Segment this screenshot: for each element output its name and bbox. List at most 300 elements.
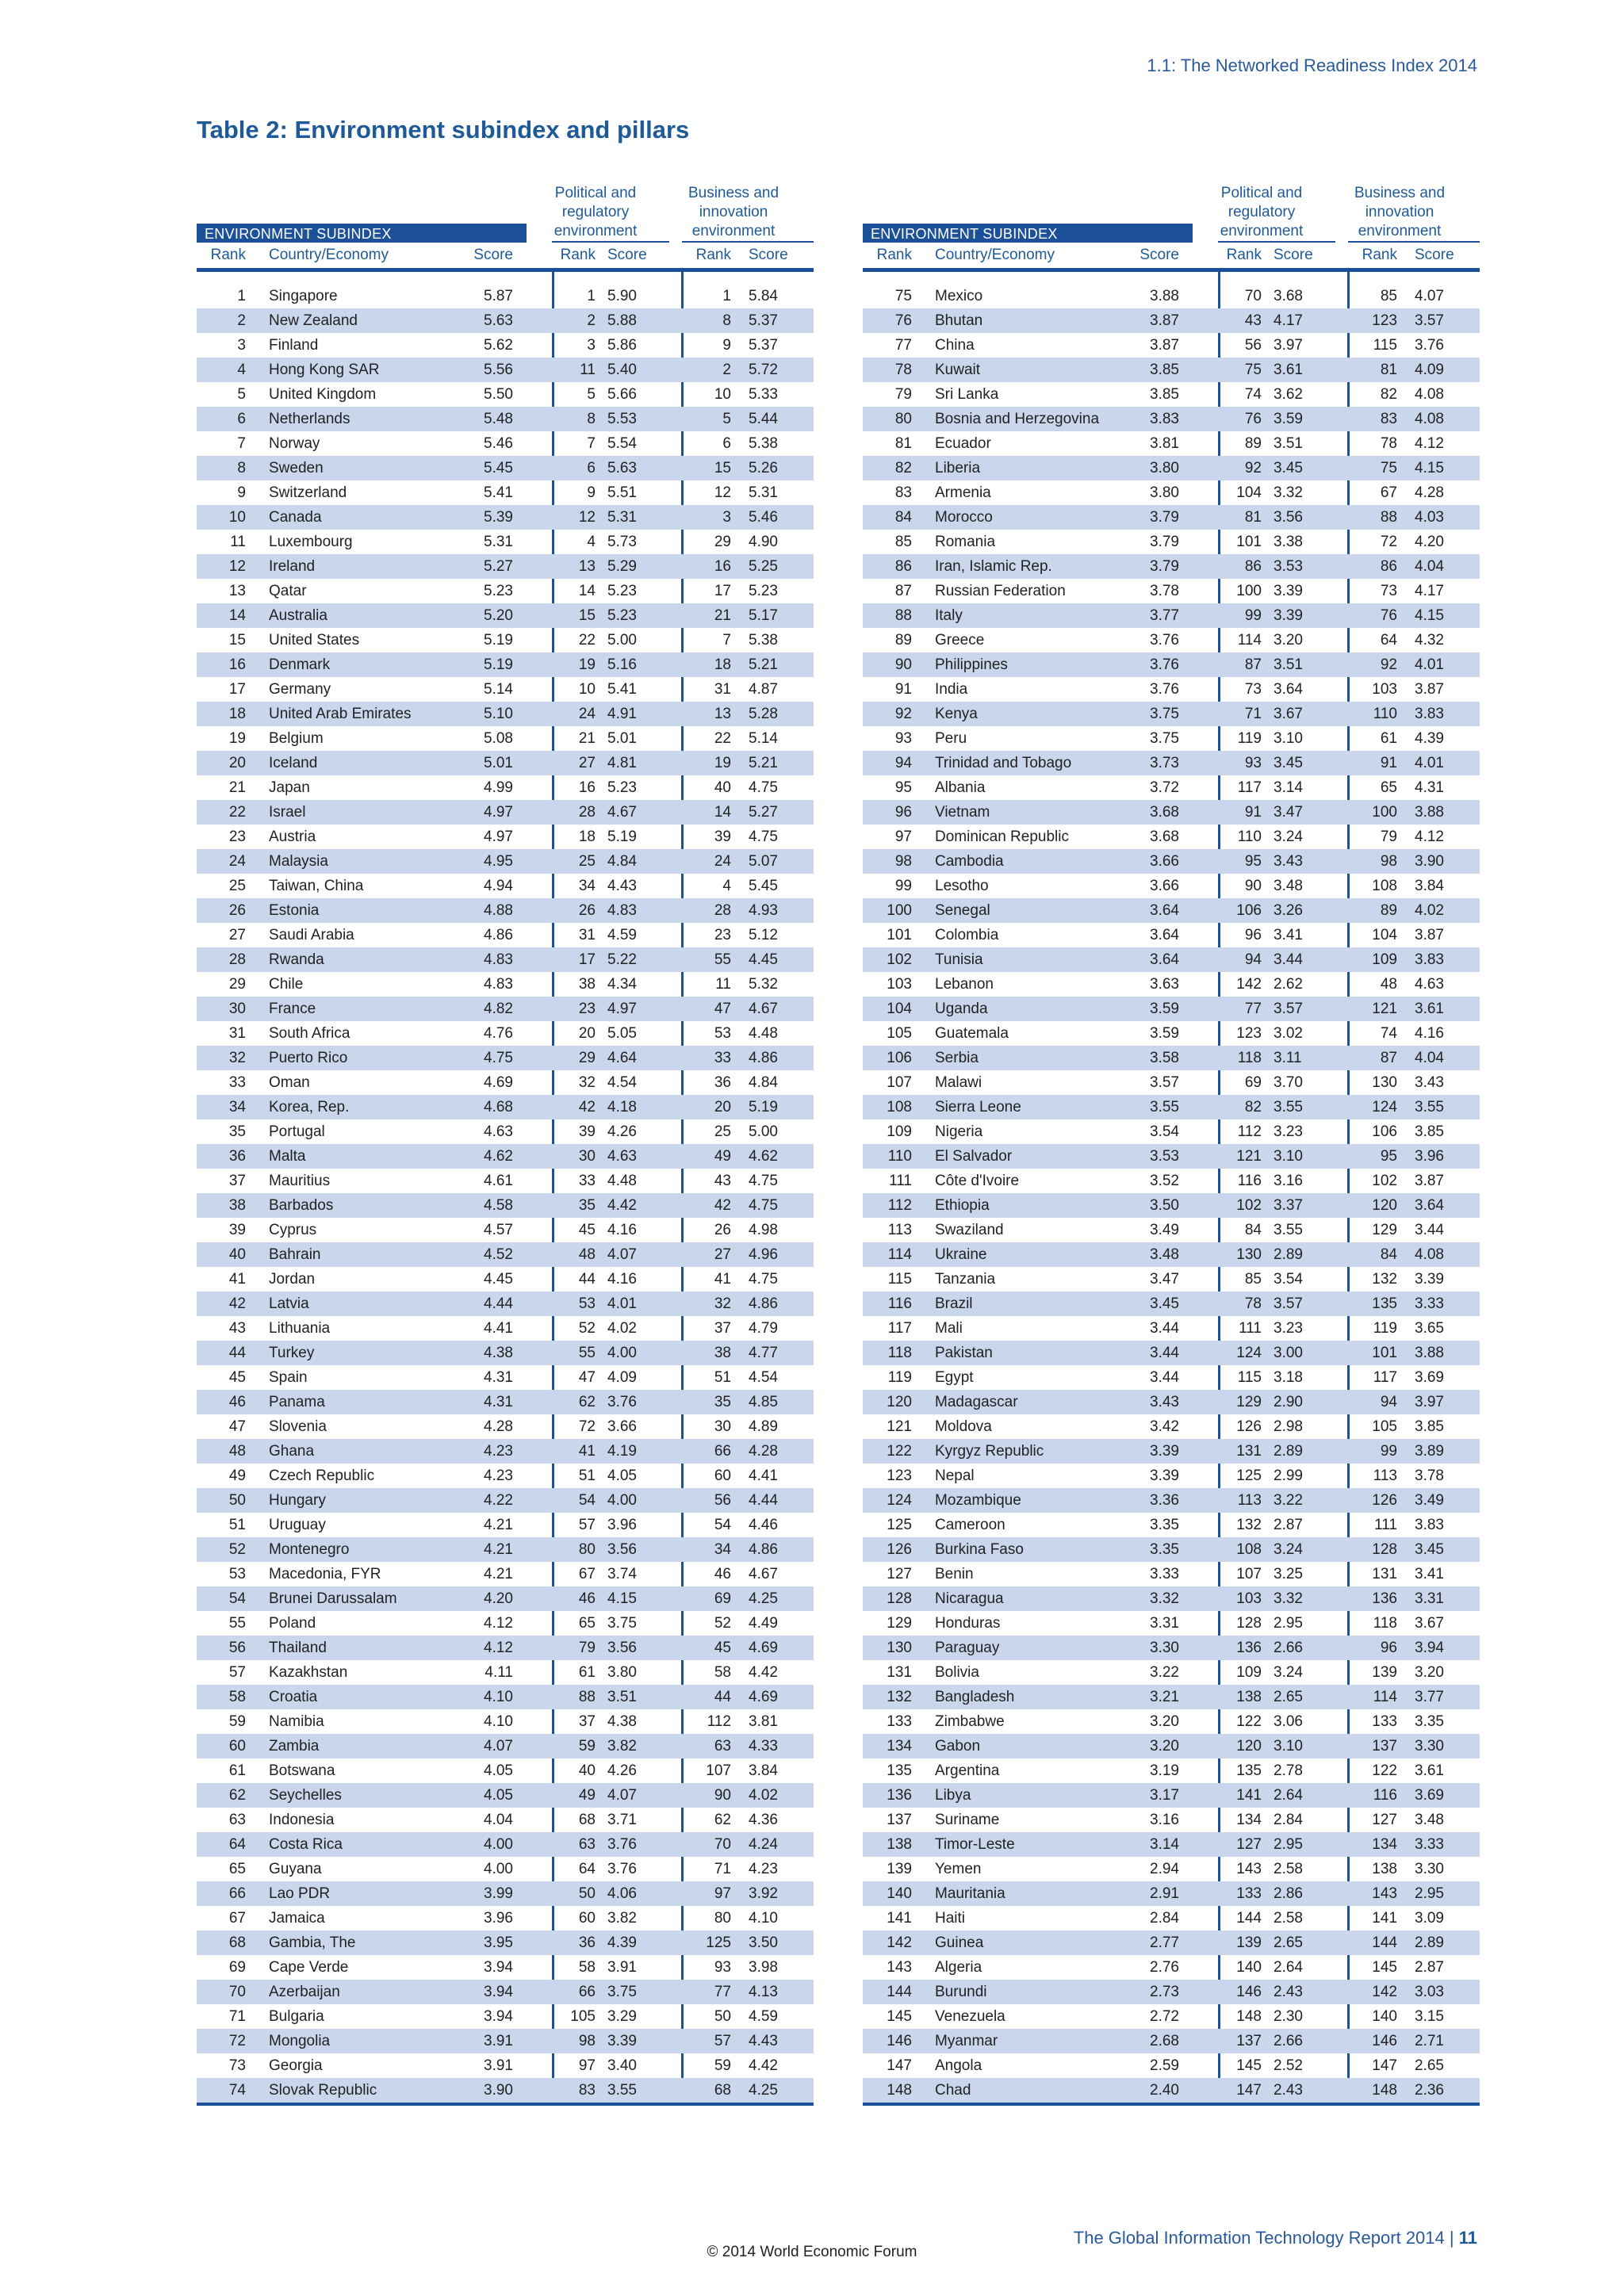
row-score: 4.11 xyxy=(485,1664,513,1681)
row-country: Mexico xyxy=(935,288,983,304)
row-pillar1-rank: 90 xyxy=(1244,878,1262,894)
row-pillar2-rank: 148 xyxy=(1372,2082,1397,2099)
row-pillar2-rank: 97 xyxy=(714,1885,731,1902)
group-header xyxy=(197,179,814,241)
row-pillar2-rank: 89 xyxy=(1380,902,1397,919)
table-row xyxy=(197,677,814,702)
row-pillar2-score: 4.45 xyxy=(749,951,778,968)
row-score: 3.53 xyxy=(1150,1148,1179,1165)
table-row xyxy=(197,333,814,358)
row-pillar1-score: 5.22 xyxy=(607,951,637,968)
table-row xyxy=(197,1242,814,1267)
row-rank: 8 xyxy=(237,460,246,476)
row-pillar2-score: 3.43 xyxy=(1415,1074,1444,1091)
table-row xyxy=(197,1292,814,1316)
table-row xyxy=(197,1537,814,1562)
row-pillar2-score: 4.86 xyxy=(749,1050,778,1066)
row-pillar2-rank: 30 xyxy=(714,1418,731,1435)
row-pillar2-score: 4.08 xyxy=(1415,386,1444,403)
row-rank: 92 xyxy=(894,706,912,722)
row-pillar2-score: 4.67 xyxy=(749,1001,778,1017)
row-rank: 100 xyxy=(887,902,912,919)
row-score: 3.73 xyxy=(1150,755,1179,771)
row-pillar2-score: 4.89 xyxy=(749,1418,778,1435)
row-score: 5.10 xyxy=(484,706,513,722)
row-pillar1-rank: 64 xyxy=(578,1861,596,1877)
row-pillar1-rank: 140 xyxy=(1236,1959,1262,1976)
row-score: 3.39 xyxy=(1150,1443,1179,1460)
row-pillar1-score: 3.37 xyxy=(1274,1197,1303,1214)
row-score: 2.73 xyxy=(1150,1984,1179,2000)
row-country: United Kingdom xyxy=(269,386,377,403)
row-rank: 54 xyxy=(228,1590,246,1607)
row-score: 4.10 xyxy=(484,1713,513,1730)
row-pillar2-score: 4.96 xyxy=(749,1246,778,1263)
table-row xyxy=(197,874,814,898)
row-country: Mauritania xyxy=(935,1885,1005,1902)
row-pillar2-rank: 2 xyxy=(722,362,731,378)
table-row xyxy=(863,382,1480,407)
row-pillar1-score: 3.10 xyxy=(1274,1738,1303,1755)
row-score: 5.50 xyxy=(484,386,513,403)
row-pillar1-rank: 97 xyxy=(578,2057,596,2074)
row-pillar1-score: 3.76 xyxy=(607,1861,637,1877)
row-rank: 96 xyxy=(894,804,912,821)
row-score: 4.23 xyxy=(484,1443,513,1460)
row-pillar2-rank: 26 xyxy=(714,1222,731,1238)
row-pillar2-score: 3.89 xyxy=(1415,1443,1444,1460)
table-row xyxy=(197,1783,814,1808)
row-score: 3.30 xyxy=(1150,1640,1179,1656)
row-score: 5.56 xyxy=(484,362,513,378)
row-rank: 9 xyxy=(237,484,246,501)
row-pillar1-rank: 110 xyxy=(1237,828,1262,845)
row-pillar2-rank: 75 xyxy=(1380,460,1397,476)
row-pillar2-rank: 6 xyxy=(722,435,731,452)
row-pillar1-rank: 48 xyxy=(578,1246,596,1263)
table-row xyxy=(863,2053,1480,2078)
row-score: 5.46 xyxy=(484,435,513,452)
row-pillar2-score: 4.07 xyxy=(1415,288,1444,304)
col-country: Country/Economy xyxy=(935,247,1055,263)
row-pillar2-rank: 130 xyxy=(1372,1074,1397,1091)
row-pillar2-score: 3.87 xyxy=(1415,1173,1444,1189)
row-pillar1-rank: 36 xyxy=(578,1934,596,1951)
row-pillar1-rank: 107 xyxy=(1236,1566,1262,1582)
row-pillar2-rank: 127 xyxy=(1372,1812,1397,1828)
table-row xyxy=(197,1931,814,1955)
row-rank: 110 xyxy=(887,1148,912,1165)
row-pillar1-rank: 76 xyxy=(1244,411,1262,427)
row-country: Iceland xyxy=(269,755,318,771)
row-country: Slovenia xyxy=(269,1418,327,1435)
row-pillar1-score: 3.75 xyxy=(607,1615,637,1632)
row-pillar1-rank: 100 xyxy=(1236,583,1262,599)
row-pillar1-rank: 72 xyxy=(578,1418,596,1435)
row-pillar2-score: 3.87 xyxy=(1415,927,1444,943)
row-pillar2-rank: 10 xyxy=(714,386,731,403)
row-pillar2-score: 4.15 xyxy=(1415,607,1444,624)
row-pillar1-rank: 79 xyxy=(578,1640,596,1656)
row-rank: 67 xyxy=(228,1910,246,1927)
row-pillar2-score: 4.09 xyxy=(1415,362,1444,378)
row-pillar2-rank: 51 xyxy=(714,1369,731,1386)
row-score: 4.86 xyxy=(484,927,513,943)
row-pillar2-rank: 39 xyxy=(714,828,731,845)
row-pillar2-score: 5.25 xyxy=(749,558,778,575)
row-rank: 64 xyxy=(228,1836,246,1853)
row-pillar1-score: 3.82 xyxy=(607,1910,637,1927)
row-country: Brunei Darussalam xyxy=(269,1590,397,1607)
table-row xyxy=(197,554,814,579)
row-pillar2-rank: 117 xyxy=(1373,1369,1397,1386)
row-score: 3.80 xyxy=(1150,460,1179,476)
table-body-right xyxy=(863,272,1480,2103)
row-pillar1-rank: 113 xyxy=(1237,1492,1262,1509)
row-rank: 66 xyxy=(228,1885,246,1902)
row-score: 3.19 xyxy=(1150,1762,1179,1779)
row-pillar1-rank: 148 xyxy=(1236,2008,1262,2025)
row-score: 5.31 xyxy=(484,534,513,550)
row-pillar2-rank: 68 xyxy=(714,2082,731,2099)
table-row xyxy=(197,1341,814,1365)
table-row xyxy=(863,1242,1480,1267)
row-pillar2-rank: 125 xyxy=(706,1934,731,1951)
row-score: 3.31 xyxy=(1150,1615,1179,1632)
row-pillar2-score: 4.13 xyxy=(749,1984,778,2000)
row-pillar2-score: 2.36 xyxy=(1415,2082,1444,2099)
row-rank: 65 xyxy=(228,1861,246,1877)
row-pillar1-score: 2.89 xyxy=(1274,1443,1303,1460)
row-country: Yemen xyxy=(935,1861,982,1877)
row-pillar1-score: 3.24 xyxy=(1274,828,1303,845)
row-pillar1-score: 5.31 xyxy=(607,509,637,526)
row-country: Mongolia xyxy=(269,2033,331,2049)
row-pillar1-rank: 86 xyxy=(1244,558,1262,575)
table-row xyxy=(197,2053,814,2078)
row-pillar2-rank: 103 xyxy=(1372,681,1397,698)
row-pillar1-rank: 45 xyxy=(578,1222,596,1238)
row-pillar2-rank: 12 xyxy=(714,484,731,501)
row-pillar1-score: 3.29 xyxy=(607,2008,637,2025)
table-row xyxy=(863,1292,1480,1316)
row-pillar1-score: 3.96 xyxy=(607,1517,637,1533)
row-pillar2-rank: 53 xyxy=(714,1025,731,1042)
row-pillar1-score: 3.26 xyxy=(1274,902,1303,919)
row-score: 2.72 xyxy=(1150,2008,1179,2025)
row-pillar2-rank: 142 xyxy=(1372,1984,1397,2000)
row-pillar1-rank: 101 xyxy=(1236,534,1262,550)
row-pillar1-score: 3.24 xyxy=(1274,1664,1303,1681)
row-country: Swaziland xyxy=(935,1222,1004,1238)
table-row xyxy=(197,407,814,431)
row-rank: 21 xyxy=(228,779,246,796)
row-pillar1-rank: 62 xyxy=(578,1394,596,1410)
row-pillar1-score: 4.06 xyxy=(607,1885,637,1902)
row-pillar1-score: 3.24 xyxy=(1274,1541,1303,1558)
row-score: 3.35 xyxy=(1150,1517,1179,1533)
row-rank: 85 xyxy=(894,534,912,550)
row-pillar1-rank: 128 xyxy=(1236,1615,1262,1632)
row-pillar2-rank: 4 xyxy=(722,878,731,894)
row-rank: 131 xyxy=(887,1664,912,1681)
row-pillar1-score: 3.57 xyxy=(1274,1001,1303,1017)
row-score: 3.66 xyxy=(1150,878,1179,894)
row-rank: 16 xyxy=(228,656,246,673)
row-pillar2-rank: 122 xyxy=(1372,1762,1397,1779)
row-rank: 18 xyxy=(228,706,246,722)
column-headers xyxy=(863,241,1480,272)
row-rank: 101 xyxy=(887,927,912,943)
row-pillar1-rank: 60 xyxy=(578,1910,596,1927)
row-score: 3.75 xyxy=(1150,730,1179,747)
row-pillar2-score: 4.75 xyxy=(749,1173,778,1189)
row-country: Serbia xyxy=(935,1050,979,1066)
table-row xyxy=(197,1365,814,1390)
row-rank: 25 xyxy=(228,878,246,894)
row-pillar2-rank: 100 xyxy=(1372,804,1397,821)
row-pillar1-score: 3.54 xyxy=(1274,1271,1303,1288)
row-country: Zambia xyxy=(269,1738,320,1755)
row-rank: 38 xyxy=(228,1197,246,1214)
row-pillar2-rank: 47 xyxy=(714,1001,731,1017)
row-score: 4.21 xyxy=(484,1541,513,1558)
row-score: 4.45 xyxy=(484,1271,513,1288)
row-rank: 29 xyxy=(228,976,246,993)
row-pillar1-score: 3.32 xyxy=(1274,484,1303,501)
row-country: France xyxy=(269,1001,316,1017)
row-country: Turkey xyxy=(269,1345,315,1361)
table-row xyxy=(863,1193,1480,1218)
row-pillar1-rank: 51 xyxy=(578,1468,596,1484)
row-score: 4.76 xyxy=(484,1025,513,1042)
row-score: 3.54 xyxy=(1150,1123,1179,1140)
row-pillar2-rank: 25 xyxy=(714,1123,731,1140)
row-pillar1-rank: 118 xyxy=(1237,1050,1262,1066)
env-subindex-label: ENVIRONMENT SUBINDEX xyxy=(197,224,527,243)
row-pillar2-rank: 82 xyxy=(1380,386,1397,403)
row-score: 3.95 xyxy=(484,1934,513,1951)
row-pillar2-score: 3.81 xyxy=(749,1713,778,1730)
row-score: 3.77 xyxy=(1150,607,1179,624)
table-row xyxy=(863,825,1480,849)
row-score: 3.68 xyxy=(1150,828,1179,845)
row-score: 5.20 xyxy=(484,607,513,624)
row-pillar2-score: 4.42 xyxy=(749,2057,778,2074)
row-pillar2-rank: 108 xyxy=(1372,878,1397,894)
table-row xyxy=(197,947,814,972)
row-pillar1-rank: 144 xyxy=(1236,1910,1262,1927)
row-pillar2-score: 5.38 xyxy=(749,632,778,649)
row-pillar1-score: 3.80 xyxy=(607,1664,637,1681)
row-score: 5.48 xyxy=(484,411,513,427)
row-score: 4.21 xyxy=(484,1517,513,1533)
row-score: 3.64 xyxy=(1150,902,1179,919)
row-pillar1-score: 3.10 xyxy=(1274,730,1303,747)
row-pillar1-score: 3.64 xyxy=(1274,681,1303,698)
row-rank: 88 xyxy=(894,607,912,624)
row-rank: 11 xyxy=(230,534,246,550)
row-score: 4.38 xyxy=(484,1345,513,1361)
table-row xyxy=(197,1562,814,1586)
row-rank: 73 xyxy=(228,2057,246,2074)
row-pillar2-score: 3.45 xyxy=(1415,1541,1444,1558)
table-row xyxy=(863,874,1480,898)
row-pillar2-rank: 16 xyxy=(714,558,731,575)
row-pillar1-rank: 136 xyxy=(1236,1640,1262,1656)
table-row xyxy=(863,1881,1480,1906)
row-pillar1-score: 3.11 xyxy=(1274,1050,1302,1066)
row-pillar2-score: 3.61 xyxy=(1415,1762,1444,1779)
row-pillar2-rank: 79 xyxy=(1380,828,1397,845)
row-pillar2-rank: 14 xyxy=(714,804,731,821)
row-rank: 90 xyxy=(894,656,912,673)
row-country: Sri Lanka xyxy=(935,386,999,403)
row-rank: 80 xyxy=(894,411,912,427)
row-pillar1-rank: 91 xyxy=(1244,804,1262,821)
row-pillar1-rank: 2 xyxy=(587,312,596,329)
row-pillar1-rank: 19 xyxy=(578,656,596,673)
row-pillar2-score: 4.48 xyxy=(749,1025,778,1042)
row-pillar2-rank: 55 xyxy=(714,951,731,968)
row-pillar2-rank: 118 xyxy=(1373,1615,1397,1632)
row-score: 2.94 xyxy=(1150,1861,1179,1877)
table-row xyxy=(863,677,1480,702)
row-pillar1-rank: 147 xyxy=(1236,2082,1262,2099)
row-rank: 68 xyxy=(228,1934,246,1951)
row-rank: 28 xyxy=(228,951,246,968)
row-pillar2-rank: 93 xyxy=(714,1959,731,1976)
row-score: 2.91 xyxy=(1150,1885,1179,1902)
row-country: Spain xyxy=(269,1369,308,1386)
row-pillar1-score: 3.23 xyxy=(1274,1320,1303,1337)
row-score: 4.95 xyxy=(484,853,513,870)
row-pillar2-score: 4.79 xyxy=(749,1320,778,1337)
table-row xyxy=(863,1611,1480,1636)
row-country: Malawi xyxy=(935,1074,982,1091)
row-country: Mali xyxy=(935,1320,963,1337)
table-row xyxy=(197,382,814,407)
row-pillar1-rank: 115 xyxy=(1237,1369,1262,1386)
row-country: Malta xyxy=(269,1148,306,1165)
row-pillar2-score: 3.83 xyxy=(1415,1517,1444,1533)
row-pillar2-score: 4.23 xyxy=(749,1861,778,1877)
row-rank: 37 xyxy=(228,1173,246,1189)
row-rank: 44 xyxy=(228,1345,246,1361)
row-pillar1-score: 4.26 xyxy=(607,1123,637,1140)
row-pillar1-score: 5.16 xyxy=(607,656,637,673)
row-pillar1-rank: 146 xyxy=(1236,1984,1262,2000)
row-pillar2-rank: 94 xyxy=(1380,1394,1397,1410)
row-rank: 39 xyxy=(228,1222,246,1238)
row-pillar2-rank: 44 xyxy=(714,1689,731,1705)
table-row xyxy=(197,1857,814,1881)
row-pillar2-score: 4.49 xyxy=(749,1615,778,1632)
row-country: Puerto Rico xyxy=(269,1050,348,1066)
row-score: 4.05 xyxy=(484,1762,513,1779)
row-pillar2-score: 4.32 xyxy=(1415,632,1444,649)
row-country: Costa Rica xyxy=(269,1836,343,1853)
row-pillar2-score: 4.25 xyxy=(749,2082,778,2099)
row-pillar2-rank: 143 xyxy=(1372,1885,1397,1902)
table-row xyxy=(863,800,1480,825)
row-pillar2-rank: 114 xyxy=(1373,1689,1397,1705)
row-rank: 82 xyxy=(894,460,912,476)
row-pillar1-rank: 75 xyxy=(1244,362,1262,378)
row-pillar2-score: 5.17 xyxy=(749,607,778,624)
table-row xyxy=(863,505,1480,530)
row-pillar2-score: 5.72 xyxy=(749,362,778,378)
row-country: Dominican Republic xyxy=(935,828,1069,845)
row-rank: 76 xyxy=(894,312,912,329)
row-score: 3.94 xyxy=(484,2008,513,2025)
row-pillar2-rank: 23 xyxy=(714,927,731,943)
row-pillar2-rank: 64 xyxy=(1380,632,1397,649)
row-score: 3.43 xyxy=(1150,1394,1179,1410)
row-country: Iran, Islamic Rep. xyxy=(935,558,1052,575)
row-score: 4.20 xyxy=(484,1590,513,1607)
row-pillar2-score: 4.43 xyxy=(749,2033,778,2049)
row-pillar2-score: 3.33 xyxy=(1415,1836,1444,1853)
table-row xyxy=(863,456,1480,480)
col-pillar2-rank: Rank xyxy=(1362,247,1397,263)
row-pillar2-rank: 92 xyxy=(1380,656,1397,673)
row-pillar1-score: 2.95 xyxy=(1274,1836,1303,1853)
row-pillar1-score: 4.63 xyxy=(607,1148,637,1165)
row-pillar1-score: 3.48 xyxy=(1274,878,1303,894)
row-pillar2-rank: 74 xyxy=(1380,1025,1397,1042)
row-pillar1-score: 3.39 xyxy=(1274,607,1303,624)
pillar-political-header: Political and regulatory environment xyxy=(1220,185,1304,239)
table-row xyxy=(197,358,814,382)
row-pillar1-score: 3.62 xyxy=(1274,386,1303,403)
row-pillar2-rank: 46 xyxy=(714,1566,731,1582)
row-pillar2-rank: 107 xyxy=(706,1762,731,1779)
row-country: Austria xyxy=(269,828,316,845)
row-pillar2-score: 4.08 xyxy=(1415,1246,1444,1263)
row-pillar2-score: 4.04 xyxy=(1415,1050,1444,1066)
row-pillar1-score: 3.55 xyxy=(1274,1222,1303,1238)
row-rank: 46 xyxy=(228,1394,246,1410)
table-row xyxy=(197,431,814,456)
row-score: 5.41 xyxy=(484,484,513,501)
table-row xyxy=(197,1980,814,2004)
row-rank: 53 xyxy=(228,1566,246,1582)
row-country: Luxembourg xyxy=(269,534,353,550)
row-pillar2-score: 5.26 xyxy=(749,460,778,476)
row-score: 3.72 xyxy=(1150,779,1179,796)
row-pillar2-rank: 54 xyxy=(714,1517,731,1533)
table-row xyxy=(197,1685,814,1709)
row-pillar1-rank: 40 xyxy=(578,1762,596,1779)
row-pillar2-score: 3.69 xyxy=(1415,1369,1444,1386)
row-pillar2-rank: 83 xyxy=(1380,411,1397,427)
row-country: Zimbabwe xyxy=(935,1713,1005,1730)
row-pillar2-score: 4.86 xyxy=(749,1541,778,1558)
row-pillar1-rank: 37 xyxy=(578,1713,596,1730)
row-country: Sweden xyxy=(269,460,324,476)
row-pillar1-rank: 11 xyxy=(580,362,596,378)
table-row xyxy=(197,1414,814,1439)
row-pillar1-score: 2.66 xyxy=(1274,2033,1303,2049)
row-pillar2-rank: 78 xyxy=(1380,435,1397,452)
row-score: 2.84 xyxy=(1150,1910,1179,1927)
row-pillar2-score: 3.92 xyxy=(749,1885,778,1902)
row-pillar2-rank: 144 xyxy=(1372,1934,1397,1951)
row-pillar2-score: 3.94 xyxy=(1415,1640,1444,1656)
row-pillar2-score: 4.63 xyxy=(1415,976,1444,993)
table-row xyxy=(863,1734,1480,1758)
